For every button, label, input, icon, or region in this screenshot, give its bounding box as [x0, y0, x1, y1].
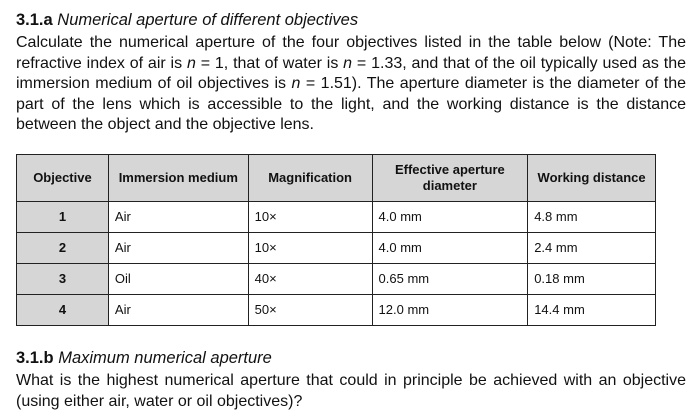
section-b-title: Maximum numerical aperture [58, 349, 272, 367]
cell-working-distance: 0.18 mm [528, 264, 656, 295]
refractive-index-symbol: n [343, 54, 353, 72]
refractive-index-symbol: n [291, 75, 301, 92]
table-row [17, 202, 656, 233]
section-a-text-3: = 1.33, and that of the oil typically used as the immersion medium of oil objectives is [16, 54, 687, 92]
cell-medium: Air [108, 295, 248, 326]
section-b-number: 3.1.b [16, 349, 54, 367]
section-a-heading [16, 10, 686, 30]
table-row [17, 264, 656, 295]
cell-medium: Air [108, 233, 248, 264]
cell-magnification: 10× [248, 202, 372, 233]
cell-medium: Air [108, 202, 248, 233]
section-a-title: Numerical aperture of different objectives [57, 11, 359, 29]
cell-working-distance: 4.8 mm [528, 202, 656, 233]
cell-aperture: 4.0 mm [372, 202, 528, 233]
header-aperture-diameter: Effective aperture diameter [372, 155, 528, 202]
section-b-body: What is the highest numerical aperture that could in principle be achieved with an objective (using either air, water or oil objectives)? [16, 372, 686, 410]
header-working-distance: Working distance [528, 155, 656, 202]
section-a-body [16, 33, 686, 136]
header-immersion-medium: Immersion medium [108, 155, 248, 202]
cell-working-distance: 2.4 mm [528, 233, 656, 264]
cell-objective: 2 [17, 233, 109, 264]
section-a-text-1: Calculate the numerical aperture of the four objectives listed in the table below (Note: The refractive index of air is [16, 34, 686, 72]
header-magnification: Magnification [248, 155, 372, 202]
cell-objective: 1 [17, 202, 109, 233]
cell-magnification: 50× [248, 295, 372, 326]
cell-objective: 4 [17, 295, 109, 326]
header-objective: Objective [17, 155, 109, 202]
cell-working-distance: 14.4 mm [528, 295, 656, 326]
cell-aperture: 4.0 mm [372, 233, 528, 264]
section-a-number: 3.1.a [16, 11, 53, 29]
table-row [17, 233, 656, 264]
table-header-row [17, 155, 656, 202]
refractive-index-symbol: n [186, 54, 196, 72]
section-a-text-4: = 1.51). The aperture diameter is the diameter of the part of the lens which is accessible to the light, and the working distance is the distance between the object and the objective lens. [16, 75, 687, 133]
cell-magnification: 40× [248, 264, 372, 295]
objectives-table [16, 154, 656, 326]
section-b-heading [16, 348, 686, 368]
table-row [17, 295, 656, 326]
cell-aperture: 12.0 mm [372, 295, 528, 326]
section-b [16, 348, 686, 412]
cell-medium: Oil [108, 264, 248, 295]
section-a-text-2: = 1, that of water is [195, 54, 344, 72]
cell-objective: 3 [17, 264, 109, 295]
cell-aperture: 0.65 mm [372, 264, 528, 295]
cell-magnification: 10× [248, 233, 372, 264]
